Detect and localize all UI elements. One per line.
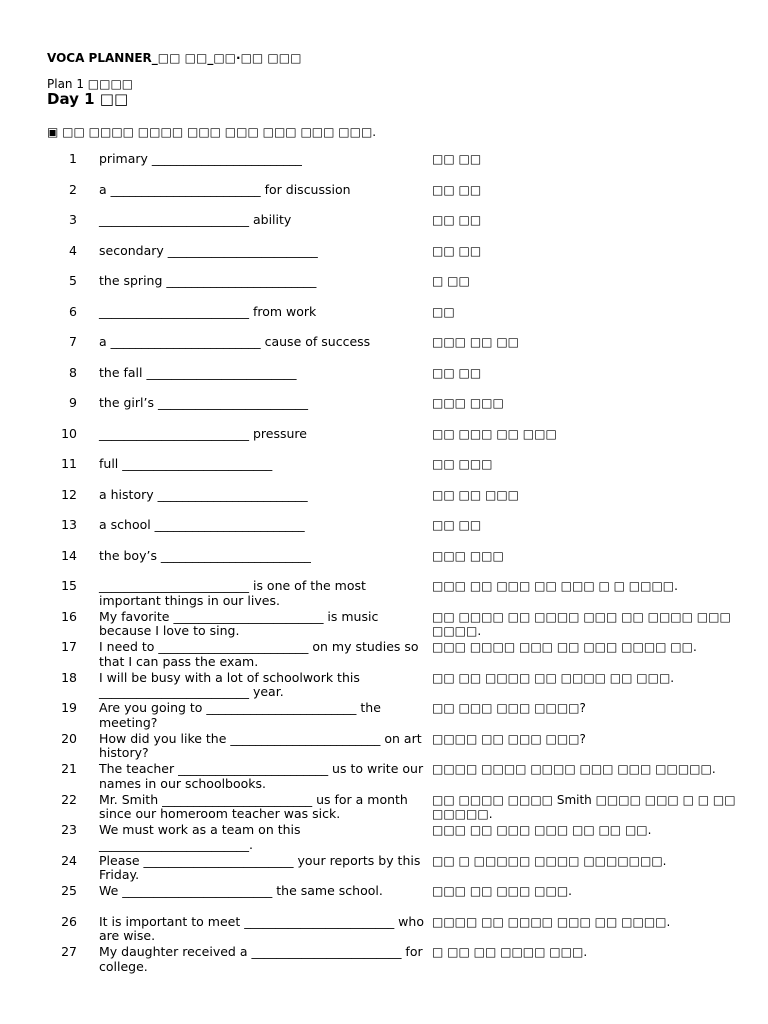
english-phrase: primary ________________________	[99, 151, 302, 166]
english-sentence: My daughter received a ________________________ for college.	[99, 944, 423, 974]
english-phrase: ________________________ ability	[99, 212, 292, 227]
plan-label: Plan 1 □□□□	[47, 77, 134, 91]
korean-meaning: □□ □□□	[432, 457, 493, 471]
vocab-row-15	[0, 579, 768, 609]
item-number: 7	[69, 334, 77, 349]
item-number: 11	[61, 456, 77, 471]
korean-meaning: □□ □□□□ □□□□ Smith □□□□ □□□ □ □ □□ □□□□□.	[432, 792, 736, 821]
vocab-row-11	[0, 457, 768, 487]
vocab-row-19	[0, 701, 768, 731]
korean-meaning: □ □□ □□ □□□□ □□□.	[432, 945, 588, 959]
korean-meaning: □□	[432, 304, 455, 319]
item-number: 12	[61, 486, 77, 502]
vocab-row-17	[0, 640, 768, 670]
instruction-text: ▣ □□ □□□□ □□□□ □□□ □□□ □□□ □□□ □□□.	[47, 125, 377, 139]
item-number: 10	[61, 425, 77, 441]
vocab-row-18	[0, 671, 768, 701]
vocab-row-1	[0, 152, 768, 182]
item-number: 26	[61, 913, 77, 929]
korean-meaning: □□ □□	[432, 213, 482, 227]
english-sentence: We must work as a team on this ________________________.	[99, 822, 301, 852]
korean-meaning: □□ □□	[432, 152, 482, 166]
item-number: 13	[61, 517, 77, 532]
item-number: 6	[69, 303, 77, 319]
item-number: 21	[61, 761, 77, 776]
korean-meaning: □□ □□	[432, 243, 482, 258]
korean-meaning: □□□ □□□	[432, 396, 504, 410]
korean-meaning: □□□ □□□□ □□□ □□ □□□ □□□□ □□.	[432, 640, 697, 654]
english-sentence: It is important to meet ________________________ who are wise.	[99, 913, 424, 943]
english-phrase: a history ________________________	[99, 486, 308, 502]
english-phrase: the spring ________________________	[99, 273, 317, 288]
item-number: 1	[69, 151, 77, 166]
english-sentence: Are you going to ________________________ the meeting?	[99, 700, 381, 730]
korean-meaning: □□ □□	[432, 182, 482, 197]
vocab-row-8	[0, 366, 768, 396]
english-phrase: full ________________________	[99, 456, 273, 471]
item-number: 2	[69, 181, 77, 197]
planner-title: VOCA PLANNER_□□ □□_□□·□□ □□□	[47, 51, 302, 65]
vocab-row-3	[0, 213, 768, 243]
vocab-row-6	[0, 305, 768, 335]
vocab-row-24	[0, 854, 768, 884]
item-number: 24	[61, 852, 77, 868]
vocab-row-10	[0, 427, 768, 457]
english-phrase: a ________________________ cause of success	[99, 334, 371, 349]
item-number: 20	[61, 730, 77, 746]
item-number: 18	[61, 669, 77, 685]
vocab-row-26	[0, 915, 768, 945]
item-number: 25	[61, 883, 77, 898]
vocab-row-25	[0, 884, 768, 914]
item-number: 22	[61, 791, 77, 807]
korean-meaning: □□□ □□ □□□ □□□.	[432, 884, 572, 898]
item-number: 19	[61, 700, 77, 715]
item-number: 3	[69, 212, 77, 227]
korean-meaning: □□ □□□ □□□ □□□□?	[432, 701, 586, 715]
english-sentence: ________________________ is one of the most important things in our lives.	[99, 578, 366, 608]
korean-meaning: □□ □□	[432, 518, 482, 532]
english-phrase: a ________________________ for discussion	[99, 181, 351, 197]
item-number: 15	[61, 578, 77, 593]
korean-meaning: □□ □□□ □□ □□□	[432, 426, 557, 441]
english-sentence: My favorite ________________________ is music because I love to sing.	[99, 608, 379, 638]
vocab-row-21	[0, 762, 768, 792]
korean-meaning: □□□ □□□	[432, 548, 504, 563]
korean-meaning: □□□□ □□□□ □□□□ □□□ □□□ □□□□□.	[432, 762, 716, 776]
english-phrase: a school ________________________	[99, 517, 305, 532]
english-sentence: Mr. Smith ________________________ us for a month since our homeroom teacher was sick.	[99, 791, 408, 821]
item-number: 17	[61, 639, 77, 654]
korean-meaning: □□ □ □□□□□ □□□□ □□□□□□□.	[432, 853, 667, 868]
vocab-row-5	[0, 274, 768, 304]
vocab-row-20	[0, 732, 768, 762]
vocab-row-9	[0, 396, 768, 426]
english-sentence: The teacher ________________________ us to write our names in our schoolbooks.	[99, 761, 424, 791]
vocab-row-23	[0, 823, 768, 853]
item-number: 4	[69, 242, 77, 258]
vocab-row-16	[0, 610, 768, 640]
english-phrase: ________________________ pressure	[99, 425, 307, 441]
vocab-row-14	[0, 549, 768, 579]
korean-meaning: □□ □□ □□□	[432, 487, 519, 502]
item-number: 23	[61, 822, 77, 837]
item-number: 14	[61, 547, 77, 563]
english-phrase: the boy’s ________________________	[99, 547, 311, 563]
vocab-row-4	[0, 244, 768, 274]
korean-meaning: □□□□ □□ □□□□ □□□ □□ □□□□.	[432, 914, 671, 929]
english-sentence: I will be busy with a lot of schoolwork this ________________________ year.	[99, 669, 360, 699]
korean-meaning: □□ □□	[432, 365, 482, 380]
english-phrase: secondary ________________________	[99, 242, 318, 258]
korean-meaning: □□□ □□ □□□ □□□ □□ □□ □□.	[432, 823, 652, 837]
korean-meaning: □□□ □□ □□□ □□ □□□ □ □ □□□□.	[432, 579, 678, 593]
vocab-row-7	[0, 335, 768, 365]
korean-meaning: □ □□	[432, 274, 470, 288]
english-phrase: the girl’s ________________________	[99, 395, 308, 410]
korean-meaning: □□ □□ □□□□ □□ □□□□ □□ □□□.	[432, 670, 675, 685]
english-sentence: We ________________________ the same school.	[99, 883, 383, 898]
item-number: 16	[61, 608, 77, 624]
korean-meaning: □□ □□□□ □□ □□□□ □□□ □□ □□□□ □□□ □□□□.	[432, 609, 731, 638]
item-number: 8	[69, 364, 77, 380]
english-phrase: the fall ________________________	[99, 364, 297, 380]
vocab-row-27	[0, 945, 768, 975]
item-number: 27	[61, 944, 77, 959]
english-sentence: I need to ________________________ on my studies so that I can pass the exam.	[99, 639, 419, 669]
vocab-row-2	[0, 183, 768, 213]
korean-meaning: □□□ □□ □□	[432, 335, 519, 349]
vocab-row-12	[0, 488, 768, 518]
item-number: 9	[69, 395, 77, 410]
day-heading: Day 1 □□	[47, 90, 129, 108]
vocab-row-22	[0, 793, 768, 823]
english-phrase: ________________________ from work	[99, 303, 317, 319]
item-number: 5	[69, 273, 77, 288]
vocab-row-13	[0, 518, 768, 548]
korean-meaning: □□□□ □□ □□□ □□□?	[432, 731, 586, 746]
english-sentence: How did you like the ________________________ on art history?	[99, 730, 422, 760]
english-sentence: Please ________________________ your reports by this Friday.	[99, 852, 421, 882]
